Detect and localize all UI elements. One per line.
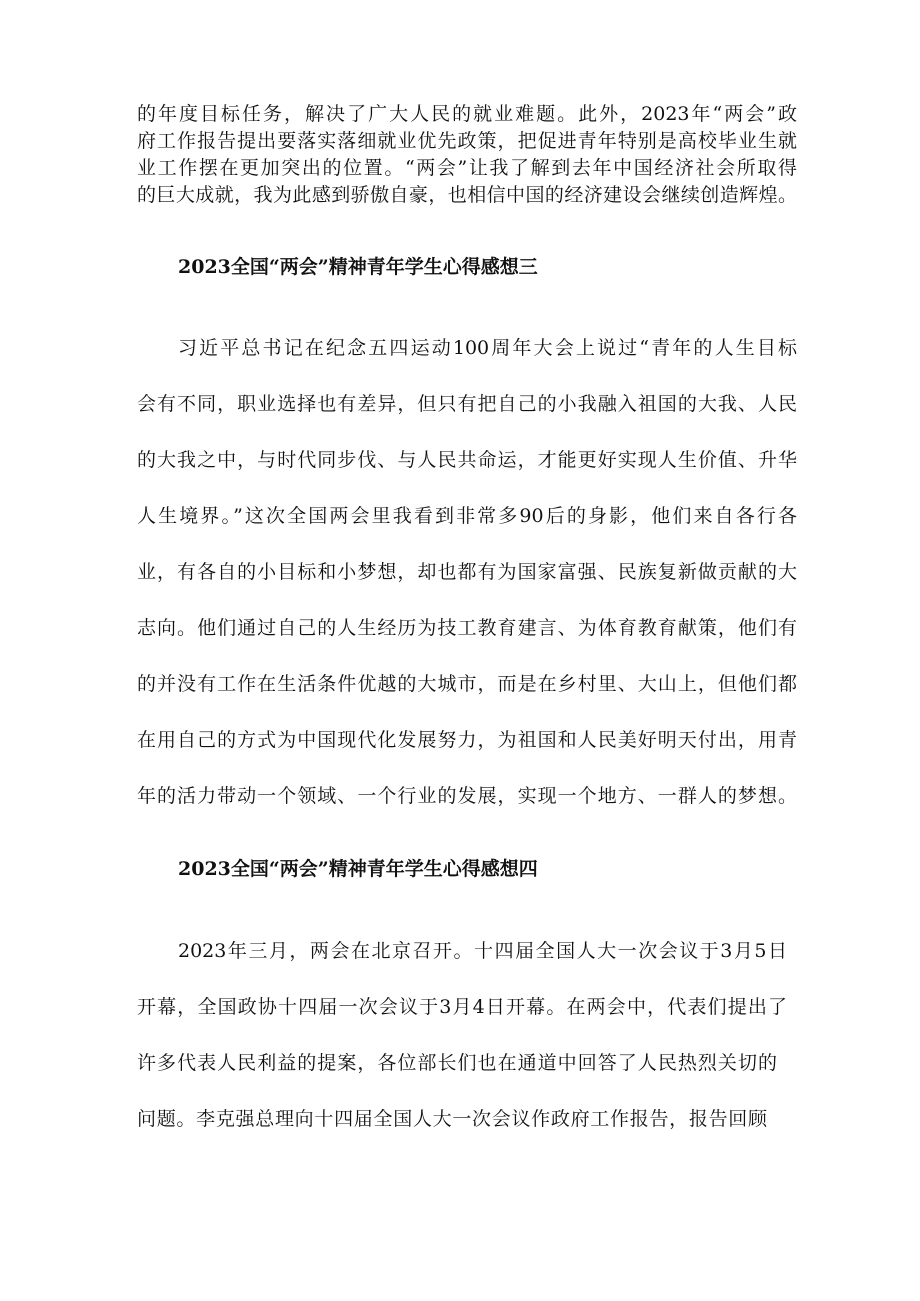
paragraph-3-line-2: 开幕，全国政协十四届一次会议于3月4日开幕。在两会中，代表们提出了: [137, 996, 787, 1018]
paragraph-1-line-4: 的巨大成就，我为此感到骄傲自豪，也相信中国的经济建设会继续创造辉煌。: [137, 184, 797, 206]
paragraph-2-line-6: 志向。他们通过自己的人生经历为技工教育建言、为体育教育献策，他们有: [137, 617, 797, 639]
paragraph-3-line-3: 许多代表人民利益的提案，各位部长们也在通道中回答了人民热烈关切的: [137, 1052, 777, 1074]
paragraph-2-line-9: 年的活力带动一个领域、一个行业的发展，实现一个地方、一群人的梦想。: [137, 785, 797, 807]
paragraph-1-line-1: 的年度目标任务，解决了广大人民的就业难题。此外，2023年“两会”政: [137, 103, 797, 125]
section-heading-4: 2023全国“两会”精神青年学生心得感想四: [178, 858, 538, 880]
paragraph-2-line-1: 习近平总书记在纪念五四运动100周年大会上说过“青年的人生目标: [178, 337, 797, 359]
paragraph-3-line-1: 2023年三月，两会在北京召开。十四届全国人大一次会议于3月5日: [178, 940, 787, 962]
paragraph-2-line-4: 人生境界。”这次全国两会里我看到非常多90后的身影，他们来自各行各: [137, 505, 797, 527]
paragraph-2-line-2: 会有不同，职业选择也有差异，但只有把自己的小我融入祖国的大我、人民: [137, 393, 797, 415]
paragraph-3-line-4: 问题。李克强总理向十四届全国人大一次会议作政府工作报告，报告回顾: [137, 1108, 767, 1130]
paragraph-1-line-2: 府工作报告提出要落实落细就业优先政策，把促进青年特别是高校毕业生就: [137, 130, 797, 152]
paragraph-2-line-3: 的大我之中，与时代同步伐、与人民共命运，才能更好实现人生价值、升华: [137, 449, 797, 471]
section-heading-3: 2023全国“两会”精神青年学生心得感想三: [178, 256, 538, 278]
paragraph-1-line-3: 业工作摆在更加突出的位置。“两会”让我了解到去年中国经济社会所取得: [137, 157, 797, 179]
paragraph-2-line-5: 业，有各自的小目标和小梦想，却也都有为国家富强、民族复新做贡献的大: [137, 561, 797, 583]
paragraph-2-line-8: 在用自己的方式为中国现代化发展努力，为祖国和人民美好明天付出，用青: [137, 729, 797, 751]
paragraph-2-line-7: 的并没有工作在生活条件优越的大城市，而是在乡村里、大山上，但他们都: [137, 673, 797, 695]
